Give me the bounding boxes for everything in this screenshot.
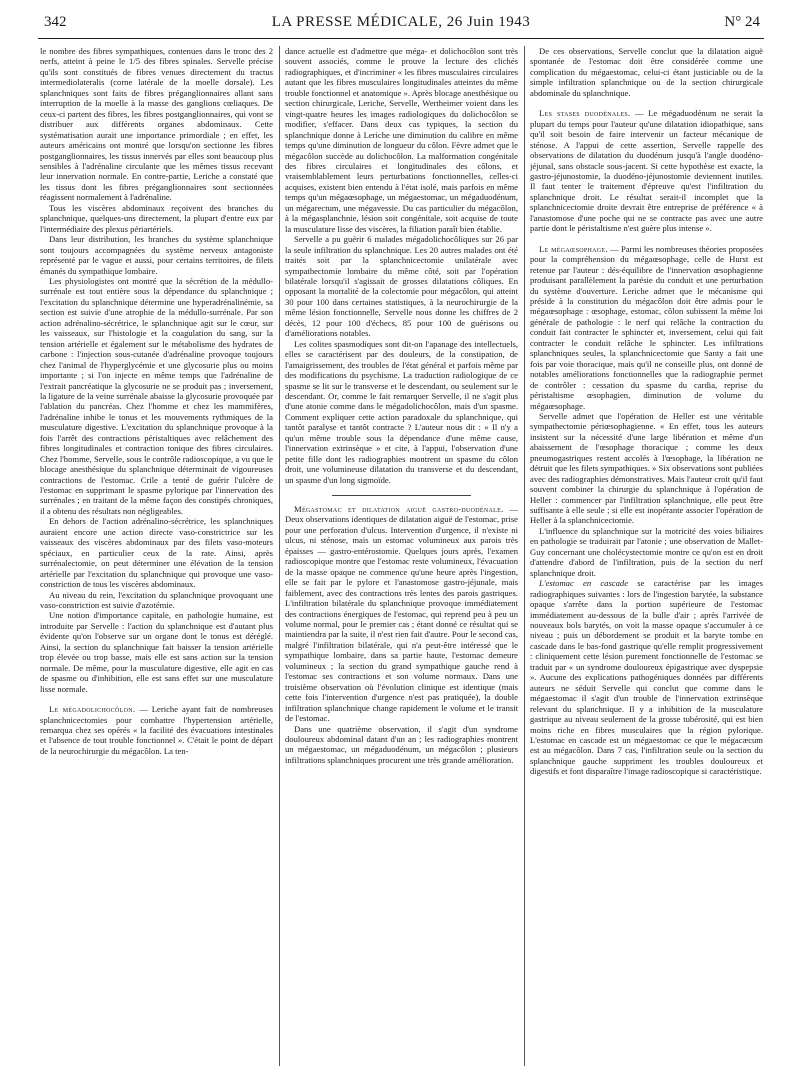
paragraph: Servelle a pu guérir 6 malades mégadolichocôliques sur 26 par la seule infiltration du splanchnique. Les 20 autres malades ont été traités soit par la splanchnicectomie unilatérale avec sympathectomie lombaire du même côté, soit par l'opération bilatérale lorsqu'il s'agissait de grosses dilatations côliques. En opposant la mortalité de la colectomie pour mégacôlon, qui atteint 30 pour 100 dans certaines statistiques, à la neurochirurgie de la même lésion fonctionnelle, Servelle nous donne les chiffres de 2 décès, 12 pour 100 d'échecs, 85 pour 100 de guérisons ou d'améliorations notables.: [285, 234, 518, 339]
paragraph: En dehors de l'action adrénalino-sécrétrice, les splanchniques auraient encore une action directe vaso-constrictrice sur les vaisseaux des viscères abdominaux par des filets vaso-moteurs spéciaux, en particulier ceux de la rate. Ainsi, après surrénalectomie, on peut déterminer une élévation de la tension artérielle par l'excitation du splanchnique qui provoque une vaso-constriction de tous les viscères abdominaux.: [40, 516, 273, 590]
section-heading: Les stases duodénales.: [539, 108, 631, 119]
paragraph: le nombre des fibres sympathiques, contenues dans le tronc des 2 nerfs, atteint à peine le 1/5 des fibres spinales. Servelle précise qu'ils sont constitués de fibres venues directement du tractus intermediolateralis (corne latérale de la moelle dorsale). Les splanchniques sont faits de fibres préganglionnaires allant sans interruption de la moelle à la masse des ganglions cœliaques. De ceux-ci partent des fibres, les fibres postganglionnaires, qui vont se distribuer aux différents organes abdominaux. Cette systématisation aurait une importance primordiale ; en effet, les auteurs américains ont montré que lorsqu'on sectionne les fibres postganglionnaires, les tissus innervés par elles sont beaucoup plus sensibles à l'adrénaline circulante que les mêmes tissus recevant leur innervation normale. En contre-partie, Leriche a constaté que les tissus dont les fibres préganglionnaires sont sectionnées réagissent normalement à l'adrénaline.: [40, 46, 273, 203]
issue-number: N° 24: [724, 14, 760, 30]
paragraph-text: — Deux observations identiques de dilatation aiguë de l'estomac, prise pour une perforation d'ulcus. Intervention d'urgence, il n'existe ni ulcus, ni sténose, mais un estomac volumineux aux parois très épaisses — gastro-entérostomie. Quelques jours après, l'examen radioscopique montre que l'estomac reste volumineux, l'évacuation de la masse opaque ne commence qu'une heure après l'ingestion, elle se fait par le pylore et l'anastomose gastro-jéjunale, mais faiblement, avec des contractions très lentes des parois gastriques. L'infiltration bilatérale du splanchnique provoque immédiatement des contractions énergiques de l'estomac, qui reprend peu à peu un volume normal, pour le premier cas ; étant donné ce résultat qui se maintiendra par la suite, il n'est rien fait d'autre. Pour le second cas, malgré l'infiltration bilatérale, qui n'a peut-être intéressé que le sympathique lombaire, dans sa partie haute, l'estomac demeure volumineux ; la section du grand sympathique gauche rend à l'estomac ses contractions et son volume normaux. Dans une troisième observation où l'évolution clinique est identique (mais cette fois l'intervention d'urgence n'est pas pratiquée), la double infiltration splanchnique change rapidement le volume et le transit de l'estomac.: [285, 504, 518, 724]
section-paragraph: [530, 108, 763, 233]
paragraph: De ces observations, Servelle conclut que la dilatation aiguë spontanée de l'estomac doit être considérée comme une complication du mégaestomac, celui-ci étant justiciable ou de la simple infiltration splanchnique ou de la section chirurgicale abdominale du splanchnique.: [530, 46, 763, 98]
page-header: [38, 12, 764, 39]
column-rule: [279, 46, 280, 1066]
section-paragraph: [530, 244, 763, 411]
paragraph: Une notion d'importance capitale, en pathologie humaine, est introduite par Servelle : l'action du splanchnique est d'autant plus évidente qu'on l'observe sur un organe dont le tonus est déréglé. Ainsi, la section du splanchnique fait baisser la tension artérielle trop élevée ou trop basse, mais elle est sans action sur la tension normale. De même, pour la musculature digestive, elle agit en cas de spasme ou d'inhibition, elle est sans effet sur une musculature lisse normale.: [40, 610, 273, 694]
column-2: [285, 46, 518, 1076]
paragraph: dance actuelle est d'admettre que méga- et dolichocôlon sont très souvent associés, comme le prouve la lecture des clichés radiographiques, et d'incriminer « les fibres musculaires circulaires autant que les fibres musculaires longitudinales atteintes du même trouble fonctionnel et anatomique ». Après blocage anesthésique ou section chirurgicale, Leriche, Servelle, Wertheimer voient dans les vingt-quatre heures les images radiologiques du dolichocôlon se modifier, s'effacer. Dans deux cas typiques, la section du splanchnique donne à Leriche une diminution du calibre en même temps qu'une diminution de longueur du côlon. Fèvre admet que le mégacôlon succède au dolichocôlon. La malformation congénitale des fibres circulaires et longitudinales des côlons, et vraisemblablement leurs perturbations fonctionnelles, celles-ci acquises, existent bien entendu à l'état isolé, mais parfois en même temps qu'un mégaœsophage, un mégaestomac, un mégaduodénum, un mégarectum, une mégavessie. Du cas particulier du mégacôlon, à la mégasplanchnie, lésion soit congénitale, soit acquise de toute la musculature lisse des viscères, la filiation paraît bien établie.: [285, 46, 518, 234]
section-paragraph: [40, 704, 273, 756]
column-3: [530, 46, 763, 1076]
paragraph-text: — Leriche ayant fait de nombreuses splanchnicectomies pour combattre l'hypertension artérielle, remarqua chez ses opérés « la facilité des évacuations intestinales et l'absence de tout trouble fonctionnel ». C'était le point de départ de la neurochirurgie du mégacôlon. La ten-: [40, 704, 273, 756]
section-paragraph: [285, 504, 518, 724]
column-rule: [524, 46, 525, 1066]
paragraph: L'influence du splanchnique sur la motricité des voies biliaires en pathologie se traduirait par l'atonie ; une observation de Mallet-Guy concernant une cholécystectomie montre ce qu'on est en droit d'attendre d'abord de l'infiltration, puis de la section du nerf splanchnique droit.: [530, 525, 763, 578]
paragraph-text: se caractérise par les images radiographiques suivantes : lors de l'ingestion barytée, la substance opaque s'arrête dans la portion supérieure de l'estomac immédiatement au-dessous de la bulle d'air ; après l'arrivée de nouveaux bols barytés, on voit la masse opaque s'accumuler à ce niveau ; puis un débordement se produit et la baryte tombe en cascade dans le bas-fond gastrique qu'elle remplit progressivement : cliniquement cette lésion purement fonctionnelle de l'estomac se traduit par « un syndrome douloureux épigastrique avec dyspepsie ». Aucune des explications pathogéniques données par différents auteurs ne séduit Servelle qui conclut que comme dans le mégaestomac il s'agit d'un trouble de l'innervation extrinsèque relevant du splanchnique. Il y a inhibition de la musculature gastrique au niveau seulement de la grosse tubérosité, qui est bien moins riche en fibres musculaires que la région pylorique. L'estomac en cascade est un mégaestomac ce que le mégacæcum est au mégacôlon. Dans 7 cas, l'infiltration seule ou la section du splanchnique gauche suppriment les troubles douloureux et digestifs et font disparaître l'image radioscopique si caractéristique.: [530, 578, 763, 777]
paragraph: Servelle admet que l'opération de Heller est une véritable sympathectomie périœsophagienne. « En effet, tous les auteurs insistent sur la nécessité d'une large libération et même d'un abaissement de l'œsophage thoracique ; comme les deux pneumogastriques restent accolés à l'œsophage, la libération ne détruit que les filets sympathiques. » Six observations sont publiées avec des radiographies démonstratives. Mais l'auteur croit qu'il faut souvent combiner la chirurgie du splanchnique à l'opération de Heller : commencer par l'infiltration splanchnique, elle peut être suffisante à elle seule ; si elle est inopérante associer l'opération de Heller à la splanchnicectomie.: [530, 410, 763, 526]
section-heading: Le mégadolichocôlon.: [49, 704, 136, 715]
paragraph: Les physiologistes ont montré que la sécrétion de la médullo-surrénale est tout entière sous la dépendance du splanchnique ; l'excitation du splanchnique détermine une hyperadrénalinémie, sa section est suivie d'une atrophie de la médullo-surrénale. Par son action adrénalino-sécrétrice, le splanchnique agit sur le cœur, sur les vaisseaux, sur l'histologie et la coagulation du sang, sur la tension artérielle et également sur le métabolisme des hydrates de carbone : l'injection sous-cutanée d'adrénaline provoque toujours chez l'animal de l'hyperglycémie et une glycosurie plus ou moins importante ; si l'on injecte en même temps que l'adrénaline de l'extrait pancréatique la glycosurie ne se produit pas ; inversement, la ligature de la veine surrénale abaisse la glycosurie provoquée par l'ablation du pancréas. Chez l'homme et chez les mammifères, l'adrénaline inhibe le tonus et les mouvements rythmiques de la musculature digestive. L'excitation du splanchnique provoque à la fois l'arrêt des contractions péristaltiques avec relâchement des fibres longitudinales et contraction tonique des fibres circulaires. Chez l'homme, Servelle, sous le contrôle radioscopique, a vu que le blocage anesthésique du splanchnique déterminait de vigoureuses contractions de l'estomac. Crile a tenté de guérir l'ulcère de l'estomac en supprimant le spasme pylorique par l'innervation des surrénales ; en traitant de la même façon des constipés chroniques, il a obtenu des résultats non négligeables.: [40, 275, 273, 516]
section-heading: L'estomac en cascade: [539, 578, 629, 589]
page-number: 342: [44, 14, 67, 30]
paragraph: Tous les viscères abdominaux reçoivent des branches du splanchnique, quelques-uns directement, la plupart d'entre eux par l'intermédiaire des plexus périartériels.: [40, 202, 273, 234]
journal-title: LA PRESSE MÉDICALE, 26 Juin 1943: [271, 14, 531, 30]
paragraph: Les colites spasmodiques sont dit-on l'apanage des intellectuels, elles se caractérisent par des douleurs, de la constipation, de l'amaigrissement, des troubles de l'état général et parfois même par des modifications du psychisme. La traduction radiologique de ce spasme se lit sur le transverse et le descendant, ou seulement sur le descendant. Or, comme le fait remarquer Servelle, il ne s'agit plus d'une atonie comme dans le mégadolichocôlon, mais d'un spasme. Comment expliquer cette action paradoxale du splanchnique, qui tantôt paralyse et tantôt contracte ? L'auteur nous dit : « Il n'y a qu'un même trouble sous la dépendance d'une même cause, l'innervation extrinsèque » et cite, à l'appui, l'observation d'une petite fille dont les radiographies montrent un spasme du côlon droit, une volumineuse dilatation du transverse et du descendant, un spasme d'un long sigmoïde.: [285, 338, 518, 485]
section-divider: [332, 495, 472, 496]
column-1: [40, 46, 273, 1076]
paragraph: Dans leur distribution, les branches du système splanchnique sont toujours accompagnées du système nerveux antagoniste représenté par le vague et aussi, pour certains territoires, de filets émanés du sympathique lombaire.: [40, 234, 273, 276]
paragraph: Dans une quatrième observation, il s'agit d'un syndrome douloureux abdominal datant d'un an ; les radiographies montrent un mégaestomac, un mégaduodénum, un mégacôlon ; plusieurs infiltrations splanchniques procurent une très grande amélioration.: [285, 723, 518, 765]
section-paragraph: [530, 578, 763, 777]
paragraph-text: — Parmi les nombreuses théories proposées pour la compréhension du mégaœsophage, celle de Hurst est retenue par l'auteur : dés-équilibre de l'innervation œsophagienne produisant parallèlement la parésie du conduit et une perturbation du système d'ouverture. Leriche admet que le mécanisme qui préside à la constitution du mégacôlon doit être admis pour le mégaœsophage : œsophage, estomac, côlon subissent la même loi générale de pathologie : le nerf qui relâche la contraction du conduit fait contracter le sphincter et, inversement, celui qui fait contracter le conduit relâche le sphincter. Les infiltrations splanchniques seules, la splanchnicectomie que Santy a fait une fois par voie thoracique, mais qu'il ne conseille plus, ont donné de notables améliorations fonctionnelles que la radiographie permet de contrôler : cessation du spasme du cardia, reprise du péristaltisme œsophagien, diminution de volume du mégaœsophage.: [530, 243, 763, 411]
paragraph: Au niveau du rein, l'excitation du splanchnique provoquant une vaso-constriction est suivie d'azotémie.: [40, 589, 273, 611]
section-heading: Le mégaœsophage.: [539, 243, 608, 254]
section-heading: Mégastomac et dilatation aiguë gastro-duodénale.: [294, 504, 504, 515]
paragraph-text: — Le mégaduodénum ne serait la plupart du temps pour l'auteur qu'une dilatation idiopathique, sans qu'il soit besoin de faire intervenir un facteur mécanique de sténose. A l'appui de cette assertion, Servelle rappelle des observations de dilatation du duodénum jusqu'à l'angle duodéno-jéjunal, sans obstacle sous-jacent. Si cette hypothèse est exacte, la gastro-jéjunostomie, la duodéno-jéjunostomie deviennent inutiles. Il faut tenter le traitement d'épreuve qu'est l'infiltration du splanchnique droit. Le résultat serait-il incomplet que la splanchnicectomie droite devrait être entreprise de préférence « à l'anastomose d'une poche qui ne se contracte pas avec une autre partie dont le péristaltisme n'est guère plus intense ».: [530, 108, 763, 234]
